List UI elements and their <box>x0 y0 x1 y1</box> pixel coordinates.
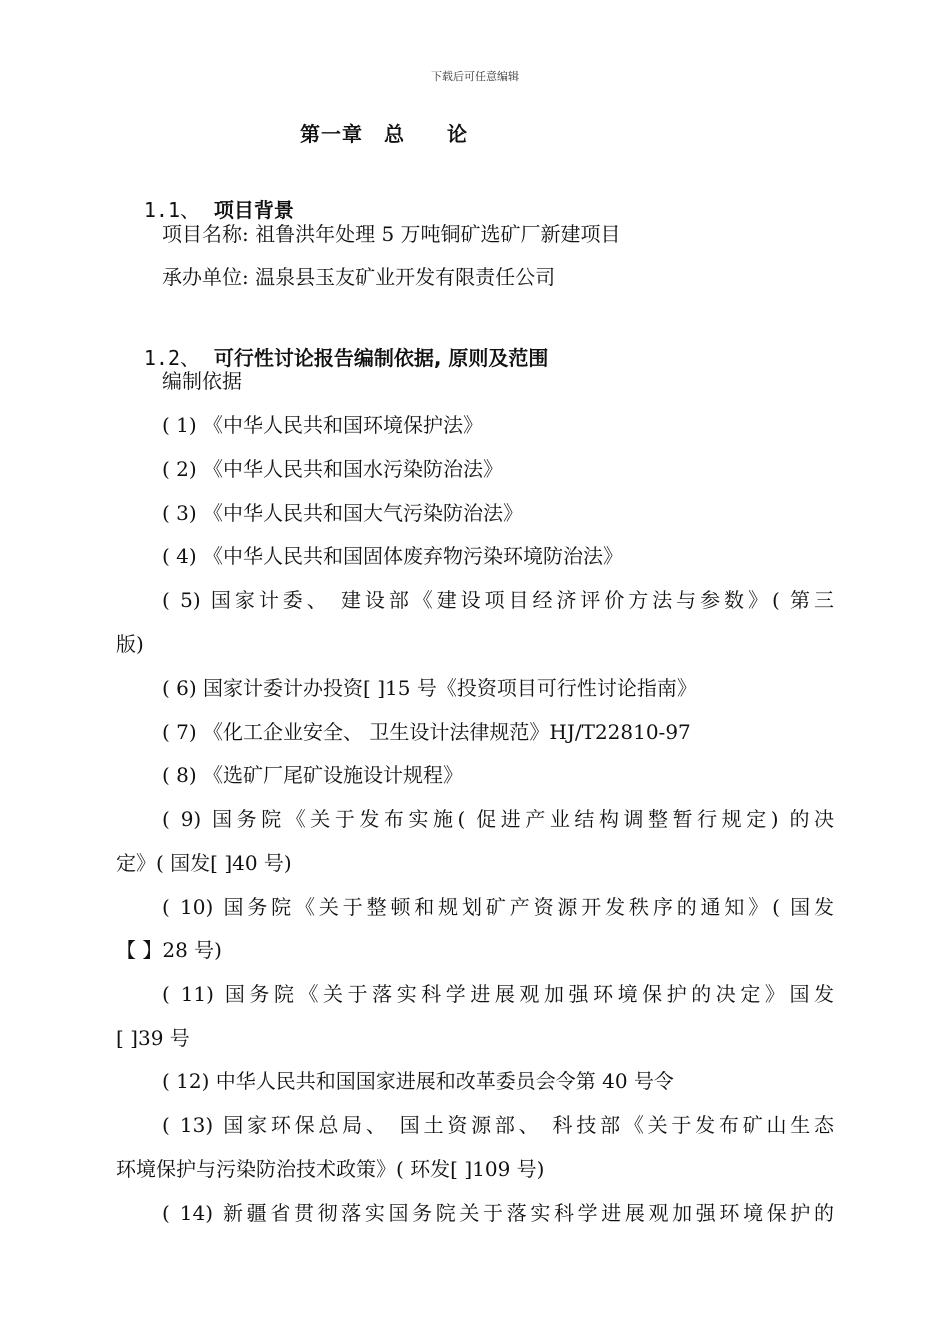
list-item: ( 9) 国务院《关于发布实施( 促进产业结构调整暂行规定) 的决 <box>162 807 834 831</box>
list-item: ( 14) 新疆省贯彻落实国务院关于落实科学进展观加强环境保护的 <box>162 1201 834 1225</box>
list-item: ( 12) 中华人民共和国国家进展和改革委员会令第 40 号令 <box>162 1069 674 1093</box>
list-item: ( 11) 国务院《关于落实科学进展观加强环境保护的决定》国发 <box>162 982 834 1006</box>
section-title: 可行性讨论报告编制依据, 原则及范围 <box>213 346 549 370</box>
organizer-line: 承办单位: 温泉县玉友矿业开发有限责任公司 <box>162 265 556 289</box>
list-item: ( 1) 《中华人民共和国环境保护法》 <box>162 413 484 437</box>
list-item-continuation: [ ]39 号 <box>116 1026 190 1050</box>
list-item: ( 7) 《化工企业安全、 卫生设计法律规范》HJ/T22810-97 <box>162 720 691 744</box>
header-note: 下载后可任意编辑 <box>431 70 519 83</box>
chapter-title: 第一章 总 论 <box>300 122 468 146</box>
list-item: ( 6) 国家计委计办投资[ ]15 号《投资项目可行性讨论指南》 <box>162 676 697 700</box>
list-item: ( 5) 国家计委、 建设部《建设项目经济评价方法与参数》( 第三 <box>162 588 834 612</box>
list-item-continuation: 【 】28 号) <box>116 938 222 962</box>
basis-subheading: 编制依据 <box>162 369 242 393</box>
list-item: ( 2) 《中华人民共和国水污染防治法》 <box>162 457 504 481</box>
section-number: 1.2、 <box>143 346 200 370</box>
project-name-line: 项目名称: 祖鲁洪年处理 5 万吨铜矿选矿厂新建项目 <box>162 222 621 246</box>
list-item: ( 10) 国务院《关于整顿和规划矿产资源开发秩序的通知》( 国发 <box>162 895 834 919</box>
list-item: ( 8) 《选矿厂尾矿设施设计规程》 <box>162 763 464 787</box>
list-item: ( 13) 国家环保总局、 国土资源部、 科技部《关于发布矿山生态 <box>162 1113 834 1137</box>
list-item-continuation: 环境保护与污染防治技术政策》( 环发[ ]109 号) <box>116 1157 545 1181</box>
list-item: ( 4) 《中华人民共和国固体废弃物污染环境防治法》 <box>162 544 624 568</box>
list-item: ( 3) 《中华人民共和国大气污染防治法》 <box>162 501 524 525</box>
list-item-continuation: 定》( 国发[ ]40 号) <box>116 851 292 875</box>
section-number: 1.1、 <box>143 198 200 222</box>
list-item-continuation: 版) <box>116 632 144 656</box>
section-title: 项目背景 <box>213 198 294 222</box>
